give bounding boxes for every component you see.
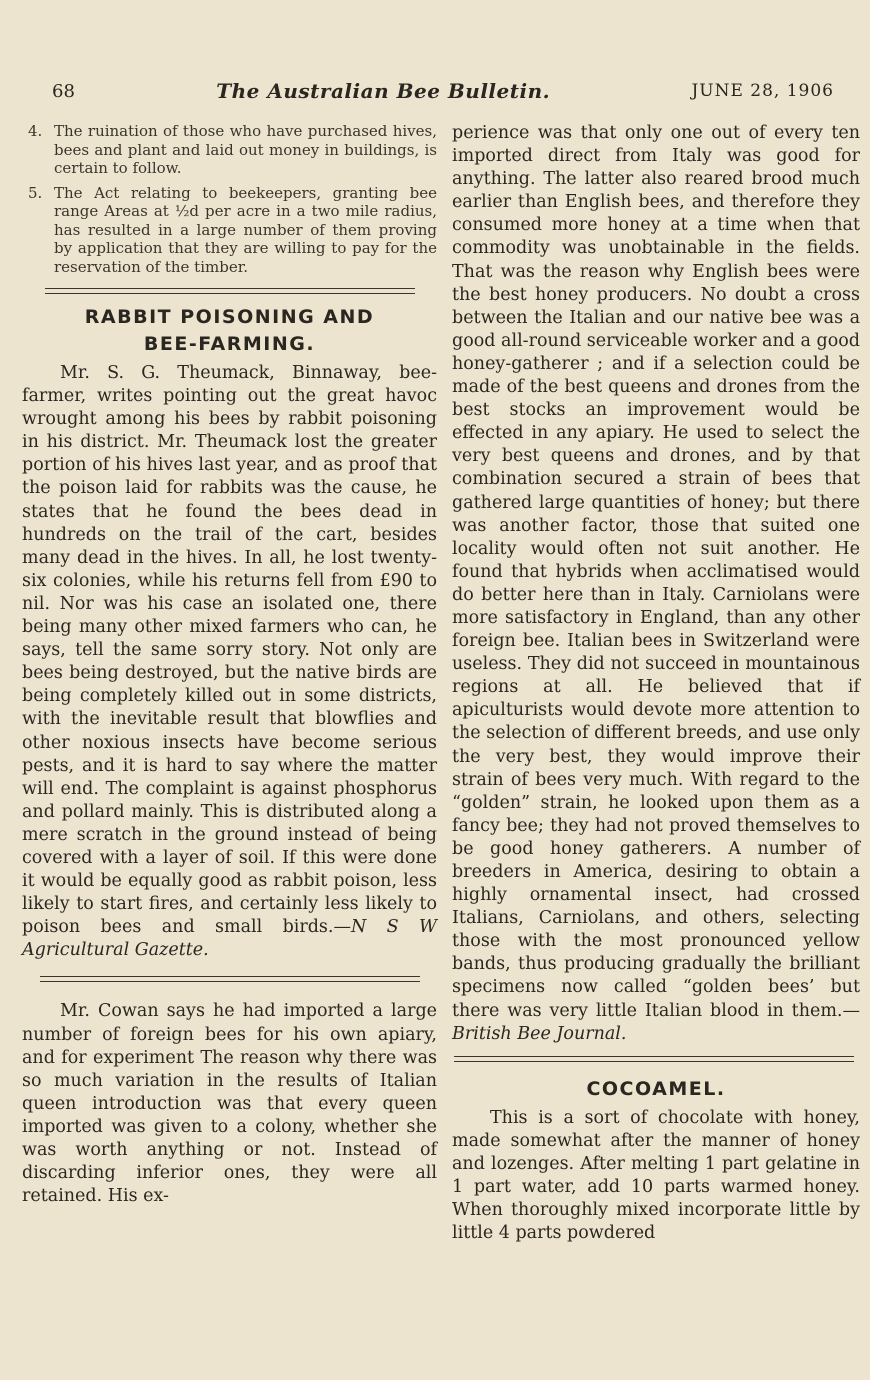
rabbit-article-source: N S W Agricultural Gazette. — [22, 917, 437, 961]
list-item — [22, 184, 437, 277]
rabbit-article-body — [22, 362, 437, 962]
right-column — [452, 122, 860, 1245]
cowan-article-text: perience was that only one out of every ten imported direct from Italy was good for anything. The latter also reared brood much earlier than English bees, and therefore they consumed more honey at a time when that commodity was unobtainable in the fields. That was the reason why English bees were the best honey producers. No doubt a cross between the Italian and our native bee was a good all-round serviceable worker and a good honey-gatherer ; and if a selection could be made of the best queens and drones from the best stocks an improvement would be effected in any apiary. He used to select the very best queens and drones, and by that combination secured a strain of bees that gathered large quantities of honey; but there was another factor, those that suited one locality would often not suit another. He found that hybrids when acclimatised would do better here than in Italy. Carniolans were more satisfactory in England, than any other foreign bee. Italian bees in Switzerland were useless. They did not succeed in mountainous regions at all. He believed that if apiculturists would devote more attention to the selection of different breeds, and use only the very best, they would improve their strain of bees very much. With regard to the “golden” strain, he looked upon them as a fancy bee; they had not proved themselves to be good honey gatherers. A number of breeders in America, desiring to obtain a highly ornamental insect, had crossed Italians, Carniolans, and others, selecting those with the most pronounced yellow bands, thus producing gradually the brilliant specimens now called “golden bees’ but there was very little Italian blood in them.— — [452, 123, 860, 1021]
section-divider — [40, 976, 420, 982]
left-column — [22, 122, 437, 1208]
rabbit-title-line2: BEE-FARMING. — [143, 333, 316, 355]
issue-date: JUNE 28, 1906 — [691, 81, 834, 101]
section-divider — [45, 288, 415, 294]
list-item-text: The Act relating to beekeepers, granting bee range Areas at ½d per acre in a two mile radius, has resulted in a large number of them proving by application that they are willing to pay for the reservation of the timber. — [54, 183, 437, 276]
list-item — [22, 122, 437, 178]
numbered-list — [22, 122, 437, 276]
list-item-number: 4. — [28, 122, 43, 140]
rabbit-article-heading — [22, 304, 437, 358]
page-number: 68 — [52, 80, 75, 102]
section-divider — [454, 1056, 854, 1062]
cocoamel-body: This is a sort of chocolate with honey, made somewhat after the manner of honey and lozenges. After melting 1 part gelatine in 1 part water, add 10 parts warmed honey. When thoroughly mixed incorporate little by little 4 parts powdered — [452, 1107, 860, 1244]
rabbit-article-text: Mr. S. G. Theumack, Binnaway, bee-farmer, writes pointing out the great havoc wrought among his bees by rabbit poisoning in his district. Mr. Theumack lost the greater portion of his hives last year, and as proof that the poison laid for rabbits was the cause, he states that he found the bees dead in hundreds on the trail of the cart, besides many dead in the hives. In all, he lost twenty-six colonies, while his returns fell from £90 to nil. Nor was his case an isolated one, there being many other mixed farmers who can, he says, tell the same sorry story. Not only are bees being destroyed, but the native birds are being completely killed out in some districts, with the inevitable result that blowflies and other noxious insects have become serious pests, and it is hard to say where the matter will end. The complaint is against phosphorus and pollard mainly. This is distributed along a mere scratch in the ground instead of being covered with a layer of soil. If this were done it would be equally good as rabbit poison, less likely to start fires, and certainly less likely to poison bees and small birds.— — [22, 363, 437, 938]
cocoamel-heading: COCOAMEL. — [586, 1077, 726, 1100]
list-item-number: 5. — [28, 183, 43, 202]
rabbit-title-line1: RABBIT POISONING AND — [84, 306, 375, 328]
cowan-article-body-left: Mr. Cowan says he had imported a large number of foreign bees for his own apiary, and for experiment The reason why there was so much variation in the results of Italian queen introduction was that every queen imported was given to a colony, whether she was worth anything or not. Instead of discarding inferior ones, they were all retained. His ex- — [22, 1001, 437, 1207]
cowan-article-body-right — [452, 122, 860, 1046]
publication-title: The Australian Bee Bulletin. — [216, 79, 551, 103]
list-item-text: The ruination of those who have purchased hives, bees and plant and laid out money in buildings, is certain to follow. — [54, 122, 437, 177]
cowan-article-source: British Bee Journal. — [452, 1023, 627, 1044]
page-header — [52, 74, 834, 108]
